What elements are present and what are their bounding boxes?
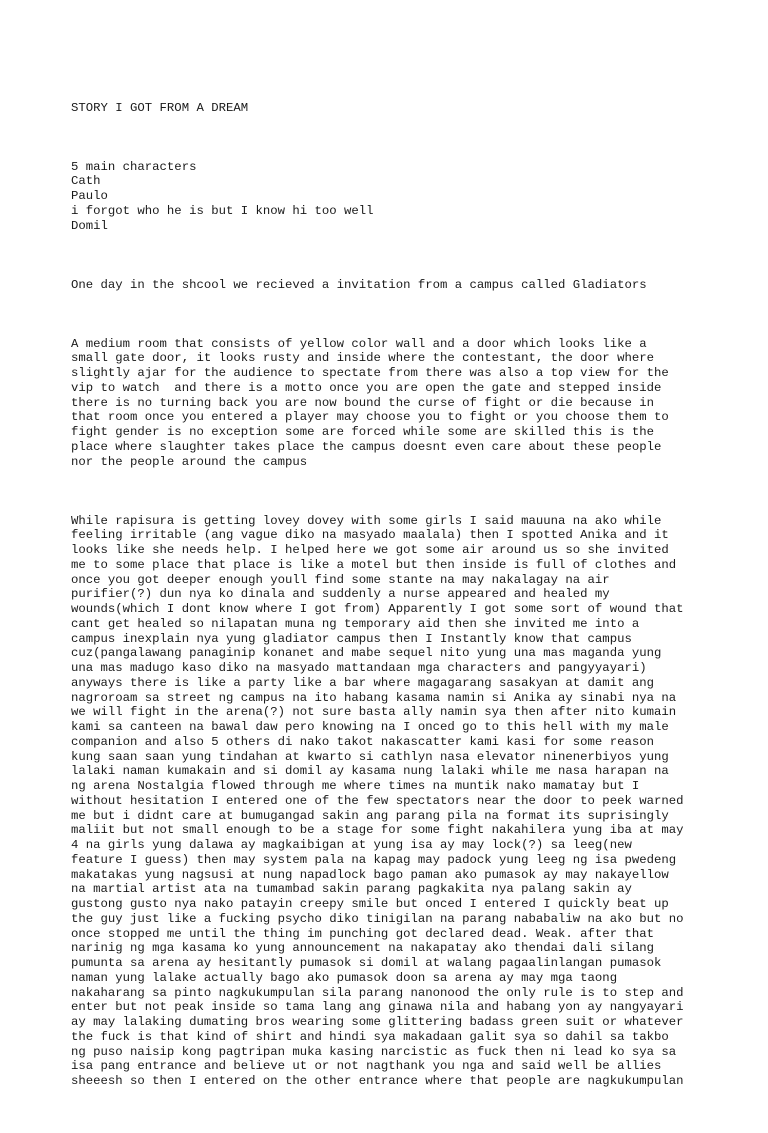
characters-heading: 5 main characters (71, 159, 197, 174)
paragraph-line: ng arena Nostalgia flowed through me where times na muntik nako mamatay but I (71, 779, 640, 793)
paragraph-line: there is no turning back you are now bound the curse of fight or die because in (71, 395, 654, 410)
paragraph-line: we will fight in the arena(?) not sure basta ally namin sya then after nito kumain (71, 705, 677, 720)
paragraph-line: una mas madugo kaso diko na masyado mattandaan mga characters and pangyyayari) (71, 661, 647, 675)
paragraph-line: gustong gusto nya nako patayin creepy smile but onced I entered I quickly beat up (71, 897, 669, 911)
paragraph-line: the guy just like a fucking psycho diko tinigilan na parang nababaliw na ako but no (71, 911, 684, 926)
paragraph-line: anyways there is like a party like a bar where magagarang sasakyan at damit ang (71, 675, 654, 690)
paragraph-line: looks like she needs help. I helped here we got some air around us so she invited (71, 543, 669, 557)
characters-block (71, 160, 731, 234)
paragraph-story (71, 514, 731, 1089)
character-name: Paulo (71, 189, 108, 203)
paragraph-line: me but i didnt care at bumugangad sakin ang parang pila na format its suprisingly (71, 808, 669, 823)
paragraph-line: cuz(pangalawang panaginip konanet and mabe sequel nito yung una mas maganda yung (71, 646, 662, 661)
document-body (71, 71, 731, 1133)
paragraph-line: purifier(?) dun nya ko dinala and suddenly a nurse appeared and healed my (71, 587, 610, 602)
paragraph-line: that room once you entered a player may choose you to fight or you choose them to (71, 410, 669, 425)
paragraph-line: maliit but not small enough to be a stage for some fight nakahilera yung iba at may (71, 823, 684, 838)
character-name: i forgot who he is but I know hi too well (71, 203, 374, 218)
paragraph-line: nagroroam sa street ng campus na ito habang kasama namin si Anika ay sinabi nya na (71, 690, 677, 705)
paragraph-line: companion and also 5 others di nako takot nakascatter kami kasi for some reason (71, 734, 654, 749)
paragraph-line: lalaki naman kumakain and si domil ay kasama nung lalaki while me nasa harapan na (71, 764, 669, 779)
paragraph-line: naman yung lalake actually bago ako pumasok doon sa arena ay may mga taong (71, 970, 618, 985)
character-name: Domil (71, 218, 108, 233)
document-title: STORY I GOT FROM A DREAM (71, 100, 249, 115)
paragraph-line: slightly ajar for the audience to spectate from there was also a top view for the (71, 366, 669, 380)
paragraph-line: feeling irritable (ang vague diko na masyado maalala) then I spotted Anika and it (71, 528, 669, 543)
paragraph-line: me to some place that place is like a motel but then inside is full of clothes and (71, 557, 677, 572)
paragraph-line: wounds(which I dont know where I got from) Apparently I got some sort of wound that (71, 602, 684, 616)
paragraph-line: nor the people around the campus (71, 454, 308, 469)
character-name: Cath (71, 174, 101, 189)
paragraph-line: 4 na girls yung dalawa ay magkaibigan at yung isa ay may lock(?) sa leeg(new (71, 838, 632, 852)
paragraph-line: narinig ng mga kasama ko yung announcement na nakapatay ako thendai dali silang (71, 941, 654, 956)
paragraph-line: vip to watch and there is a motto once you are open the gate and stepped inside (71, 380, 662, 395)
paragraph-intro (71, 278, 731, 293)
paragraph-line: the fuck is that kind of shirt and hindi sya makadaan galit sya so dahil sa takbo (71, 1029, 669, 1044)
paragraph-line: makatakas yung nagsusi at nung napadlock bago paman ako pumasok ay may nakayellow (71, 867, 669, 882)
paragraph-line: sheeesh so then I entered on the other entrance where that people are nagkukumpulan (71, 1074, 684, 1088)
paragraph-line: nakaharang sa pinto nagkukumpulan sila parang nanonood the only rule is to step and (71, 985, 684, 1000)
document-title-block (71, 101, 731, 116)
paragraph-line: fight gender is no exception some are forced while some are skilled this is the (71, 425, 654, 439)
paragraph-line: small gate door, it looks rusty and inside where the contestant, the door where (71, 351, 654, 366)
paragraph-line: pumunta sa arena ay hesitantly pumasok si domil at walang pagaalinlangan pumasok (71, 956, 662, 970)
paragraph-line: kami sa canteen na bawal daw pero knowing na I onced go to this hell with my male (71, 720, 669, 734)
paragraph-line: kung saan saan yung tindahan at kwarto si cathlyn nasa elevator ninenerbiyos yung (71, 749, 669, 764)
paragraph-line: once stopped me until the thing im punching got declared dead. Weak. after that (71, 926, 654, 941)
paragraph-line: ay may lalaking dumating bros wearing some glittering badass green suit or whatever (71, 1015, 684, 1029)
paragraph-line: ng puso naisip kong pagtripan muka kasing narcistic as fuck then ni lead ko sya sa (71, 1044, 677, 1059)
paragraph-line: cant get healed so nilapatan muna ng temporary aid then she invited me into a (71, 616, 640, 631)
paragraph-line: once you got deeper enough youll find some stante na may nakalagay na air (71, 572, 610, 587)
paragraph-line: place where slaughter takes place the campus doesnt even care about these people (71, 439, 662, 454)
paragraph-line: na martial artist ata na tumambad sakin parang pagkakita nya palang sakin ay (71, 882, 632, 897)
paragraph-line: feature I guess) then may system pala na kapag may padock yung leeg ng isa pwedeng (71, 852, 677, 867)
paragraph-line: isa pang entrance and believe ut or not nagthank you nga and said well be allies (71, 1059, 662, 1074)
paragraph-line: without hesitation I entered one of the few spectators near the door to peek warned (71, 793, 684, 808)
paragraph-line: campus inexplain nya yung gladiator campus then I Instantly know that campus (71, 631, 632, 646)
paragraph-room-description (71, 337, 731, 470)
paragraph-line: While rapisura is getting lovey dovey with some girls I said mauuna na ako while (71, 513, 662, 528)
paragraph-line: enter but not peak inside so tama lang ang ginawa nila and habang yon ay nangyayari (71, 1000, 684, 1015)
paragraph-line: A medium room that consists of yellow color wall and a door which looks like a (71, 336, 647, 351)
paragraph-line: One day in the shcool we recieved a invitation from a campus called Gladiators (71, 277, 647, 292)
